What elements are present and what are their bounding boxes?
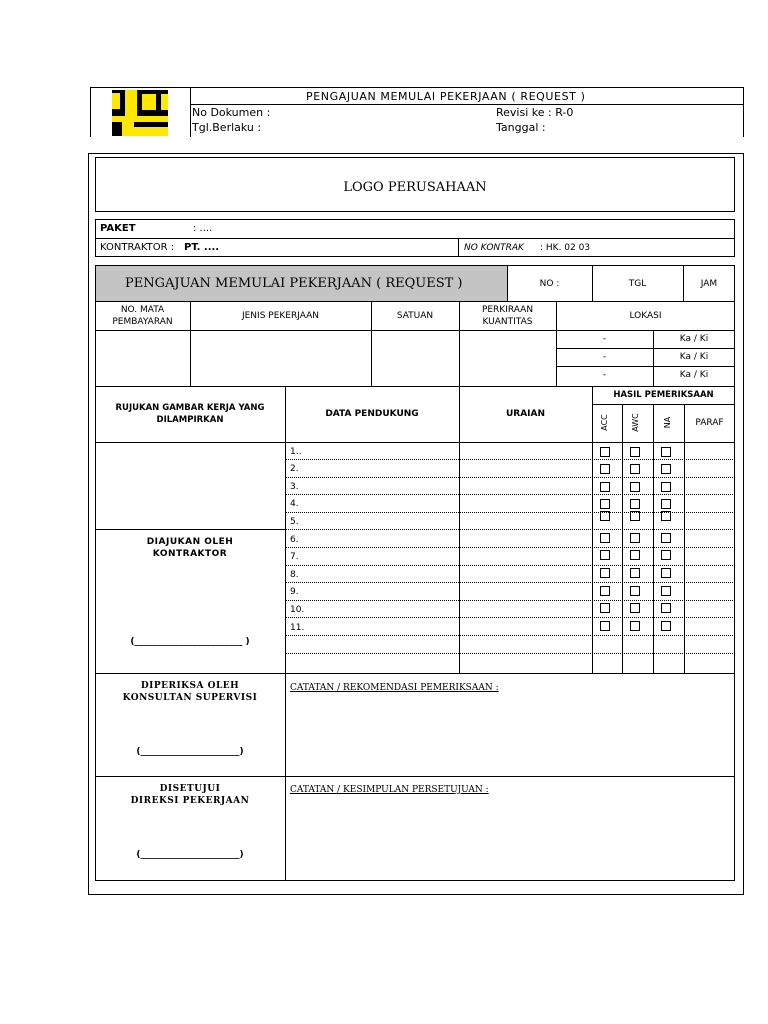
- disetujui-line2: DIREKSI PEKERJAAN: [130, 796, 250, 806]
- col-mata-pembayaran-2: PEMBAYARAN: [112, 317, 173, 327]
- data-item: 4.: [290, 499, 299, 509]
- na-checkbox[interactable]: [661, 568, 671, 578]
- acc-checkbox[interactable]: [600, 482, 610, 492]
- data-item: 7.: [290, 552, 299, 562]
- lokasi-side-3: Ka / Ki: [679, 370, 709, 380]
- col-mata-pembayaran-1: NO. MATA: [120, 305, 165, 315]
- col-satuan: SATUAN: [396, 311, 434, 321]
- na-checkbox[interactable]: [661, 511, 671, 521]
- disetujui-line1: DISETUJUI: [159, 784, 221, 794]
- pu-logo: [112, 90, 168, 136]
- request-title: PENGAJUAN MEMULAI PEKERJAAN ( REQUEST ): [125, 276, 463, 291]
- data-item: 10.: [290, 605, 305, 615]
- lokasi-dash-1: -: [602, 334, 607, 344]
- data-pendukung-header: DATA PENDUKUNG: [325, 409, 419, 419]
- kontraktor-value: PT. ....: [184, 242, 220, 253]
- col-perkiraan-1: PERKIRAAN: [481, 305, 534, 315]
- data-item: 11.: [290, 623, 305, 633]
- awc-header: AWC: [630, 413, 640, 432]
- na-checkbox[interactable]: [661, 586, 671, 596]
- acc-checkbox[interactable]: [600, 550, 610, 560]
- na-header: NA: [663, 416, 673, 429]
- data-item: 3.: [290, 482, 299, 492]
- acc-checkbox[interactable]: [600, 568, 610, 578]
- diajukan-line2: KONTRAKTOR: [152, 549, 228, 559]
- na-checkbox[interactable]: [661, 550, 671, 560]
- na-checkbox[interactable]: [661, 621, 671, 631]
- doc-header-title: PENGAJUAN MEMULAI PEKERJAAN ( REQUEST ): [306, 90, 586, 103]
- col-perkiraan-2: KUANTITAS: [482, 317, 533, 327]
- acc-checkbox[interactable]: [600, 464, 610, 474]
- no-kontrak-label: NO KONTRAK: [464, 243, 524, 253]
- data-item: 2.: [290, 464, 299, 474]
- na-checkbox[interactable]: [661, 603, 671, 613]
- logo-perusahaan-text: LOGO PERUSAHAAN: [343, 180, 487, 195]
- acc-checkbox[interactable]: [600, 603, 610, 613]
- catatan-kesimpulan: CATATAN / KESIMPULAN PERSETUJUAN :: [290, 785, 489, 795]
- diperiksa-signature[interactable]: (______________________): [136, 747, 244, 757]
- awc-checkbox[interactable]: [630, 568, 640, 578]
- paraf-header: PARAF: [695, 418, 724, 428]
- kontraktor-label: KONTRAKTOR :: [100, 242, 175, 253]
- acc-checkbox[interactable]: [600, 511, 610, 521]
- paket-label: PAKET: [100, 223, 136, 234]
- data-item: 1..: [290, 447, 302, 457]
- no-kontrak-value: : HK. 02 03: [540, 243, 591, 253]
- uraian-header: URAIAN: [505, 409, 546, 419]
- acc-checkbox[interactable]: [600, 447, 610, 457]
- acc-checkbox[interactable]: [600, 621, 610, 631]
- lokasi-side-2: Ka / Ki: [679, 352, 709, 362]
- diajukan-signature[interactable]: (________________________ ): [130, 637, 250, 647]
- data-item: 9.: [290, 587, 299, 597]
- na-checkbox[interactable]: [661, 482, 671, 492]
- lokasi-dash-3: -: [602, 370, 607, 380]
- disetujui-signature[interactable]: (______________________): [136, 850, 244, 860]
- na-checkbox[interactable]: [661, 499, 671, 509]
- tanggal-label: Tanggal :: [496, 121, 546, 134]
- awc-checkbox[interactable]: [630, 550, 640, 560]
- awc-checkbox[interactable]: [630, 499, 640, 509]
- diperiksa-line1: DIPERIKSA OLEH: [140, 681, 240, 691]
- jam-label: JAM: [700, 279, 718, 289]
- data-item: 5.: [290, 517, 299, 527]
- tgl-label: TGL: [628, 279, 647, 289]
- na-checkbox[interactable]: [661, 447, 671, 457]
- acc-checkbox[interactable]: [600, 499, 610, 509]
- awc-checkbox[interactable]: [630, 447, 640, 457]
- acc-checkbox[interactable]: [600, 533, 610, 543]
- awc-checkbox[interactable]: [630, 586, 640, 596]
- na-checkbox[interactable]: [661, 533, 671, 543]
- catatan-rekomendasi: CATATAN / REKOMENDASI PEMERIKSAAN :: [290, 683, 499, 693]
- awc-checkbox[interactable]: [630, 482, 640, 492]
- na-checkbox[interactable]: [661, 464, 671, 474]
- no-label: NO :: [539, 279, 560, 289]
- awc-checkbox[interactable]: [630, 533, 640, 543]
- col-lokasi: LOKASI: [629, 311, 662, 321]
- lokasi-side-1: Ka / Ki: [679, 334, 709, 344]
- tgl-berlaku-label: Tgl.Berlaku :: [192, 121, 262, 134]
- diperiksa-line2: KONSULTAN SUPERVISI: [122, 693, 258, 703]
- hasil-pemeriksaan-header: HASIL PEMERIKSAAN: [613, 390, 714, 400]
- col-jenis-pekerjaan: JENIS PEKERJAAN: [241, 311, 320, 321]
- rujukan-line1: RUJUKAN GAMBAR KERJA YANG: [115, 403, 265, 413]
- data-item: 8.: [290, 570, 299, 580]
- awc-checkbox[interactable]: [630, 511, 640, 521]
- awc-checkbox[interactable]: [630, 621, 640, 631]
- acc-header: ACC: [599, 414, 609, 431]
- diajukan-line1: DIAJUKAN OLEH: [146, 537, 234, 547]
- no-dokumen-label: No Dokumen :: [192, 106, 271, 119]
- acc-checkbox[interactable]: [600, 586, 610, 596]
- data-item: 6.: [290, 535, 299, 545]
- rujukan-line2: DILAMPIRKAN: [156, 415, 224, 425]
- awc-checkbox[interactable]: [630, 603, 640, 613]
- lokasi-dash-2: -: [602, 352, 607, 362]
- awc-checkbox[interactable]: [630, 464, 640, 474]
- paket-value: : ....: [193, 223, 213, 234]
- revisi-label: Revisi ke : R-0: [496, 106, 574, 119]
